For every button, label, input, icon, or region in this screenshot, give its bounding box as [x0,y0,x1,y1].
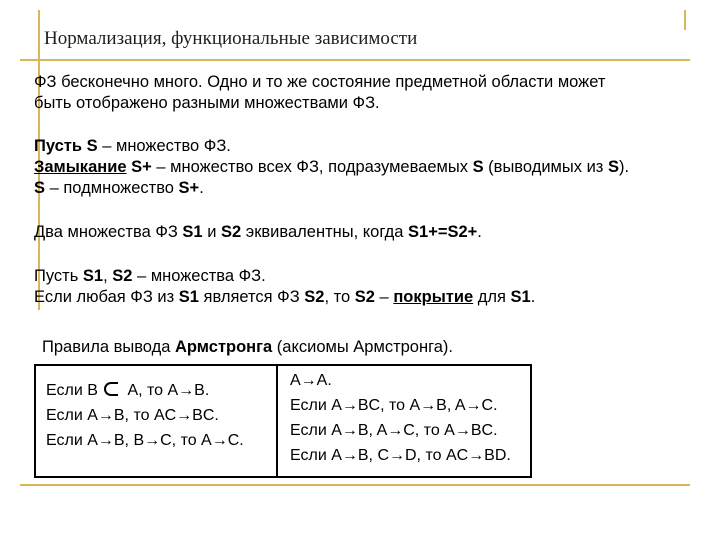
cover-s2-2: S2 [304,288,325,306]
bottom-accent-line [20,484,690,486]
equiv-text-2: и [202,223,221,241]
equiv-text-1: Два множества ФЗ [34,223,183,241]
right-rule-2: Если A→BC, то A→B, A→C. [290,397,498,414]
rules-text-2: (аксиомы Армстронга). [272,338,454,356]
right-rules-cell [290,368,511,468]
left-rules-cell [46,378,244,453]
closure-splus-2: S+ [178,179,200,197]
cover-s2: S2 [112,267,133,285]
left-rule-1-b: A, то A→B. [123,382,210,399]
closure-text-3: (выводимых из [483,158,608,176]
slide-title: Нормализация, функциональные зависимости [44,28,418,49]
rules-text-1: Правила вывода [42,338,175,356]
left-rule-1 [46,378,244,403]
cover-text-6: , то [324,288,355,306]
closure-s-2: S [472,158,484,176]
equiv-s1: S1 [182,223,203,241]
paragraph-equivalence [34,222,482,243]
top-accent-line [20,59,690,61]
right-rule-4: Если A→B, C→D, то AC→BD. [290,447,511,464]
intro-line-1: ФЗ бесконечно много. Одно и то же состояние предметной области может [34,73,606,91]
table-divider [276,366,278,476]
closure-text: – множество ФЗ. [97,137,231,155]
cover-term: покрытие [393,288,474,306]
equiv-formula: S1+=S2+ [408,223,478,241]
closure-s-4: S [34,179,46,197]
left-rule-2: Если A→B, то AC→BC. [46,407,219,424]
right-rule-3: Если A→B, A→C, то A→BC. [290,422,498,439]
cover-text-4: Если любая ФЗ из [34,288,179,306]
cover-line-2 [34,287,535,308]
equiv-s2: S2 [221,223,242,241]
cover-s1-2: S1 [178,288,199,306]
cover-text-9: . [530,288,536,306]
armstrong-table [34,364,532,478]
cover-s1: S1 [82,267,104,285]
equiv-text-4: . [477,223,482,241]
intro-line-2: быть отображено разными множествами ФЗ. [34,94,380,112]
paragraph-intro [34,72,605,114]
right-rule-1: A→A. [290,372,332,389]
closure-s-3: S [607,158,619,176]
closure-line-3 [34,178,629,199]
cover-text-2: , [103,267,113,285]
rules-armstrong: Армстронга [175,338,273,356]
cover-text-5: является ФЗ [198,288,305,306]
left-rule-1-a: Если B [46,382,98,399]
cover-text-3: – множества ФЗ. [132,267,266,285]
right-accent-line [684,10,686,30]
closure-text-2: – множество всех ФЗ, подразумеваемых [151,158,473,176]
cover-text-1: Пусть [34,267,83,285]
closure-text-6: . [199,179,204,197]
closure-line-2 [34,157,629,178]
paragraph-cover [34,266,535,308]
left-rule-3: Если A→B, B→C, то A→C. [46,432,244,449]
cover-s1-3: S1 [510,288,531,306]
paragraph-closure [34,136,629,199]
cover-text-7: – [374,288,394,306]
rules-heading [42,337,453,358]
closure-text-4: ). [618,158,630,176]
subset-icon [104,382,118,396]
cover-text-8: для [473,288,511,306]
closure-splus: S+ [131,158,152,176]
closure-term: Замыкание [34,158,127,176]
equiv-text-3: эквивалентны, когда [241,223,409,241]
cover-line-1 [34,266,535,287]
closure-line-1 [34,136,629,157]
closure-s: Пусть S [34,137,98,155]
closure-text-5: – подмножество [45,179,179,197]
cover-s2-3: S2 [354,288,375,306]
